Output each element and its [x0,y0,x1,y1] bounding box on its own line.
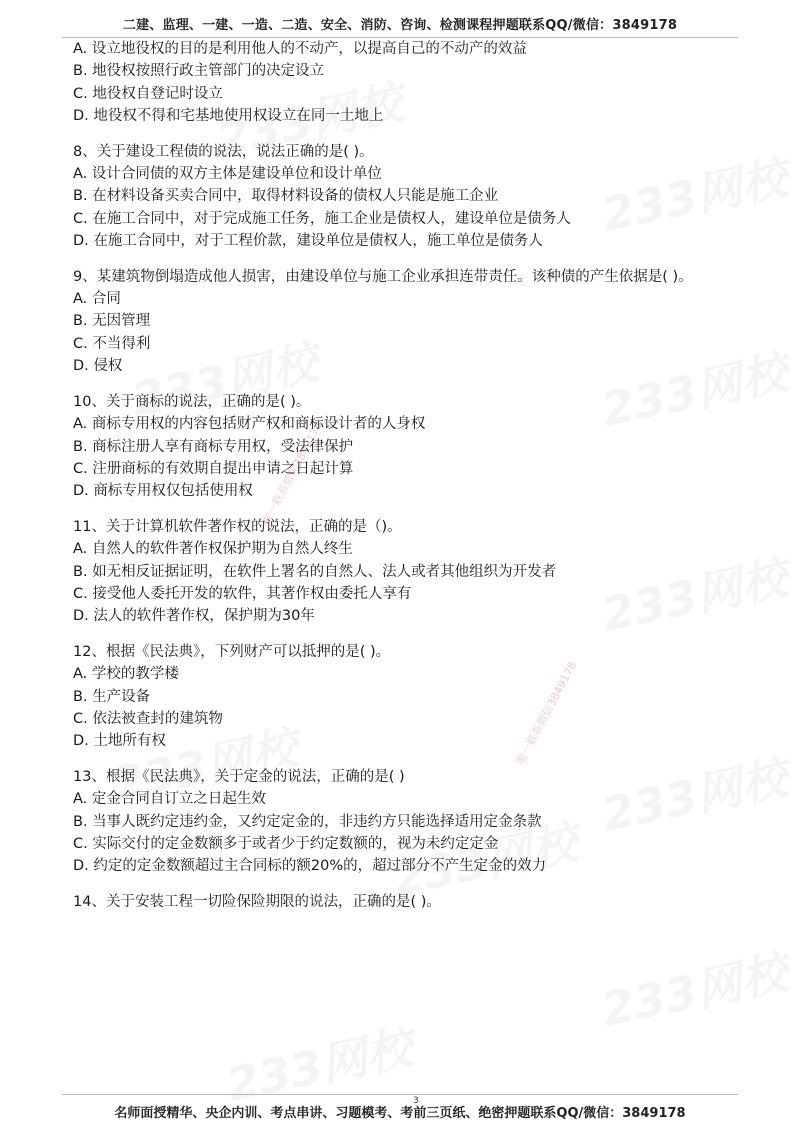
question-title: 11、关于计算机软件著作权的说法，正确的是（)。 [73,518,402,535]
option-b: B. 无因管理 [73,313,151,330]
option-b: B. 在材料设备买卖合同中，取得材料设备的债权人只能是施工企业 [73,188,499,205]
option-c: C. 接受他人委托开发的软件，其著作权由委托人享有 [73,585,412,602]
question-title: 10、关于商标的说法，正确的是( )。 [73,393,311,410]
option-d: D. 法人的软件著作权，保护期为30年 [73,608,315,625]
footer-text: 名师面授精华、央企内训、考点串讲、习题模考、考前三页纸、绝密押题联系QQ/微信：3849178 [114,1106,686,1121]
question-title: 8、关于建设工程债的说法，说法正确的是( )。 [73,143,374,160]
question-9 [73,266,733,378]
question-12 [73,641,733,753]
question-11 [73,516,733,628]
option-a: A. 合同 [73,291,121,308]
question-10 [73,391,733,503]
exam-content [73,38,733,913]
option-a: A. 自然人的软件著作权保护期为自然人终生 [73,541,353,558]
option-d: D. 侵权 [73,358,123,375]
option-a: A. 设立地役权的目的是利用他人的不动产，以提高自己的不动产的效益 [73,41,527,57]
watermark-contact: 唯一联系微信3849178 [259,419,326,528]
question-title: 14、关于安装工程一切险保险期限的说法，正确的是( )。 [73,893,441,910]
option-d: D. 在施工合同中，对于工程价款，建设单位是债权人，施工单位是债务人 [73,233,543,250]
footer-divider [62,1094,738,1095]
question-14 [73,891,733,913]
question-7-options [73,38,733,128]
option-d: D. 土地所有权 [73,733,166,750]
page-number: 3 [413,1096,419,1106]
option-a: A. 设计合同债的双方主体是建设单位和设计单位 [73,166,382,183]
option-c: C. 实际交付的定金数额多于或者少于约定数额的，视为未约定定金 [73,836,499,852]
question-title: 9、某建筑物倒塌造成他人损害，由建设单位与施工企业承担连带责任。该种债的产生依据是( )。 [73,268,693,285]
option-d: D. 约定的定金数额超过主合同标的额20%的，超过部分不产生定金的效力 [73,858,547,875]
option-c: C. 不当得利 [73,335,151,352]
option-a: A. 学校的教学楼 [73,666,179,683]
option-b: B. 地役权按照行政主管部门的决定设立 [73,63,325,80]
watermark-logo [220,1011,418,1115]
option-b: B. 商标注册人享有商标专用权，受法律保护 [73,438,354,455]
option-c: C. 依法被查封的建筑物 [73,710,223,727]
question-8 [73,141,733,253]
option-b: B. 生产设备 [73,688,151,705]
question-title: 12、根据《民法典》，下列财产可以抵押的是( )。 [73,643,391,660]
option-b: B. 如无相反证据证明，在软件上署名的自然人、法人或者其他组织为开发者 [73,563,557,580]
option-c: C. 注册商标的有效期自提出申请之日起计算 [73,460,354,477]
option-a: A. 定金合同自订立之日起生效 [73,791,266,808]
option-c: C. 在施工合同中，对于完成施工任务，施工企业是债权人，建设单位是债务人 [73,210,571,227]
option-a: A. 商标专用权的内容包括财产权和商标设计者的人身权 [73,416,426,433]
question-title: 13、根据《民法典》，关于定金的说法，正确的是( ) [73,768,405,785]
page-footer [0,1102,800,1121]
option-b: B. 当事人既约定违约金，又约定定金的，非违约方只能选择适用定金条款 [73,813,542,830]
page-header: 二建、监理、一建、一造、二造、安全、消防、咨询、检测课程押题联系QQ/微信：3849178 [122,18,678,33]
option-d: D. 地役权不得和宅基地使用权设立在同一土地上 [73,108,384,125]
watermark-logo [595,936,793,1040]
option-c: C. 地役权自登记时设立 [73,85,223,102]
watermark-contact: 唯一联系微信3849178 [513,659,580,768]
option-d: D. 商标专用权仅包括使用权 [73,483,253,500]
question-13 [73,766,733,878]
